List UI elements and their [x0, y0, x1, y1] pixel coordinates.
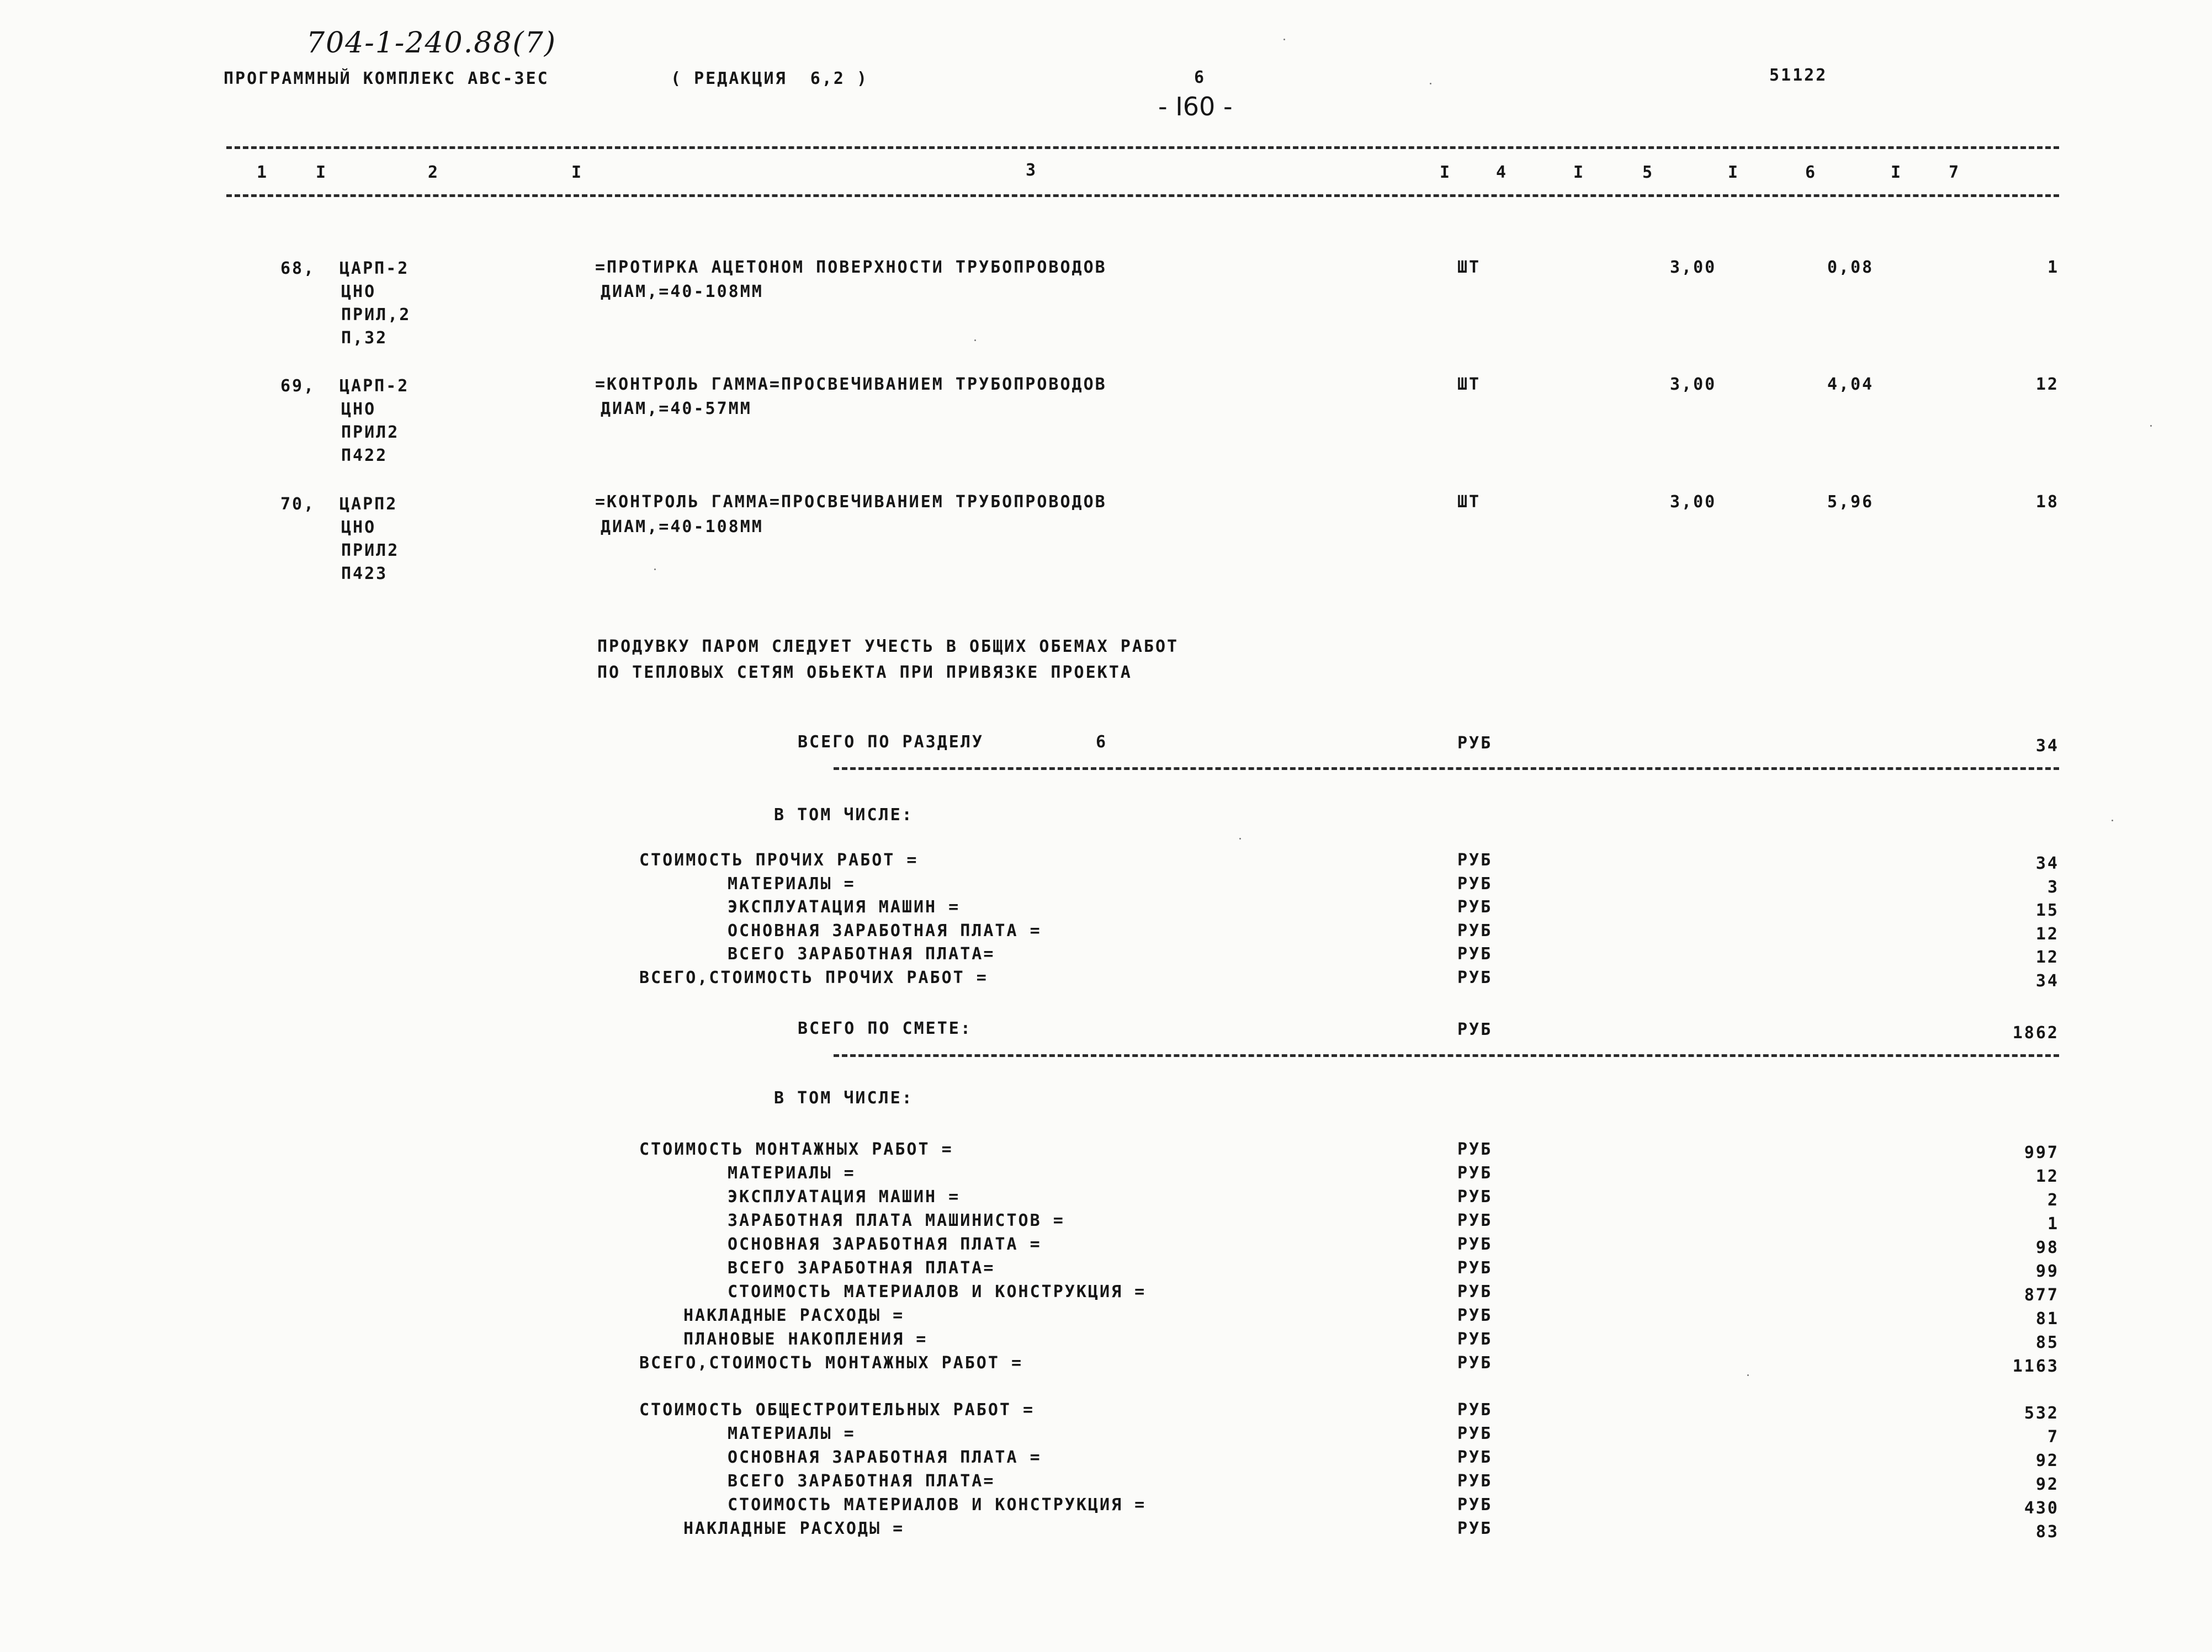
breakdown-item-value: 15 — [2035, 901, 2059, 920]
column-separator: I — [1440, 163, 1452, 182]
column-5-header: 5 — [1642, 163, 1654, 182]
column-3-header: 3 — [1026, 161, 1038, 180]
table-row-code: ЦНО — [341, 400, 376, 419]
breakdown-item-value: 2 — [2047, 1191, 2059, 1210]
column-1-header: 1 — [257, 163, 269, 182]
column-7-header: 7 — [1949, 163, 1961, 182]
breakdown-item-unit: РУБ — [1457, 1258, 1493, 1278]
table-row-total: 1 — [2047, 258, 2059, 277]
estimate-total-unit: РУБ — [1457, 1020, 1493, 1039]
breakdown-item-label: СТОИМОСТЬ ОБЩЕСТРОИТЕЛЬНЫХ РАБОТ = — [639, 1400, 1035, 1420]
breakdown-item-label: ЭКСПЛУАТАЦИЯ МАШИН = — [728, 1187, 961, 1207]
breakdown-item-unit: РУБ — [1457, 851, 1493, 870]
table-row-unit: ШТ — [1457, 375, 1481, 394]
table-row-code: ЦАРП-2 — [340, 376, 410, 396]
breakdown-item-unit: РУБ — [1457, 1424, 1493, 1443]
table-row-description: =ПРОТИРКА АЦЕТОНОМ ПОВЕРХНОСТИ ТРУБОПРОВОДОВ — [595, 258, 1107, 277]
breakdown-item-label: СТОИМОСТЬ МАТЕРИАЛОВ И КОНСТРУКЦИЯ = — [728, 1282, 1147, 1302]
table-row-number: 69, — [280, 376, 316, 396]
table-row-code: ПРИЛ2 — [341, 541, 400, 560]
scan-speck — [974, 339, 976, 341]
breakdown-item-label: ОСНОВНАЯ ЗАРАБОТНАЯ ПЛАТА = — [728, 1235, 1042, 1254]
table-row-unit: ШТ — [1457, 492, 1481, 512]
breakdown-item-unit: РУБ — [1457, 1495, 1493, 1515]
breakdown-item-label: ВСЕГО ЗАРАБОТНАЯ ПЛАТА= — [728, 1472, 995, 1491]
breakdown-item-label: НАКЛАДНЫЕ РАСХОДЫ = — [683, 1306, 905, 1325]
section-total-label: ВСЕГО ПО РАЗДЕЛУ — [798, 732, 984, 752]
column-separator: I — [1891, 163, 1903, 182]
breakdown-item-unit: РУБ — [1457, 1211, 1493, 1230]
breakdown-item-label: ВСЕГО,СТОИМОСТЬ МОНТАЖНЫХ РАБОТ = — [639, 1353, 1023, 1373]
breakdown-item-unit: РУБ — [1457, 1187, 1493, 1207]
breakdown-item-value: 532 — [2024, 1404, 2059, 1423]
breakdown-item-label: ВСЕГО ЗАРАБОТНАЯ ПЛАТА= — [728, 944, 995, 964]
table-row-description: ДИАМ,=40-108ММ — [601, 517, 763, 536]
note-line: ПО ТЕПЛОВЫХ СЕТЯМ ОБЬЕКТА ПРИ ПРИВЯЗКЕ ПРОЕКТА — [597, 663, 1132, 682]
table-row-code: ЦНО — [341, 518, 376, 537]
column-separator: I — [1728, 163, 1740, 182]
breakdown-item-value: 1163 — [2012, 1357, 2059, 1376]
column-6-header: 6 — [1805, 163, 1817, 182]
estimate-total-label: ВСЕГО ПО СМЕТЕ: — [798, 1019, 972, 1038]
breakdown-item-value: 12 — [2035, 1167, 2059, 1186]
column-separator: I — [1573, 163, 1585, 182]
breakdown-item-label: ОСНОВНАЯ ЗАРАБОТНАЯ ПЛАТА = — [728, 921, 1042, 941]
breakdown-item-unit: РУБ — [1457, 1140, 1493, 1159]
breakdown-item-value: 3 — [2047, 877, 2059, 897]
scan-speck — [1239, 838, 1241, 840]
breakdown-item-value: 34 — [2035, 971, 2059, 991]
table-row-price: 5,96 — [1827, 492, 1874, 512]
table-row-code: ЦНО — [341, 282, 376, 301]
breakdown-item-value: 997 — [2024, 1143, 2059, 1162]
breakdown-item-value: 99 — [2035, 1262, 2059, 1281]
program-title: ПРОГРАММНЫЙ КОМПЛЕКС АВС-3ЕС — [224, 69, 549, 88]
breakdown-item-label: ЭКСПЛУАТАЦИЯ МАШИН = — [728, 897, 961, 917]
breakdown-item-unit: РУБ — [1457, 1448, 1493, 1467]
section-total-rule — [834, 767, 2059, 770]
breakdown-item-unit: РУБ — [1457, 1330, 1493, 1349]
header-rule-top — [226, 146, 2059, 149]
breakdown-item-value: 12 — [2035, 948, 2059, 967]
scan-speck — [2150, 425, 2152, 427]
table-row-description: =КОНТРОЛЬ ГАММА=ПРОСВЕЧИВАНИЕМ ТРУБОПРОВОДОВ — [595, 375, 1107, 394]
breakdown-heading: В ТОМ ЧИСЛЕ: — [774, 1088, 914, 1108]
program-edition: ( РЕДАКЦИЯ 6,2 ) — [671, 69, 869, 88]
breakdown-item-label: СТОИМОСТЬ ПРОЧИХ РАБОТ = — [639, 851, 919, 870]
scan-speck — [1747, 1374, 1749, 1376]
breakdown-item-label: НАКЛАДНЫЕ РАСХОДЫ = — [683, 1519, 905, 1538]
breakdown-item-unit: РУБ — [1457, 1235, 1493, 1254]
breakdown-item-label: МАТЕРИАЛЫ = — [728, 874, 856, 894]
table-row-price: 4,04 — [1827, 375, 1874, 394]
breakdown-item-unit: РУБ — [1457, 874, 1493, 894]
column-separator: I — [571, 163, 583, 182]
table-row-description: ДИАМ,=40-57ММ — [601, 399, 752, 418]
table-row-number: 68, — [280, 259, 316, 278]
table-row-quantity: 3,00 — [1670, 258, 1717, 277]
table-row-code: П423 — [341, 564, 388, 583]
breakdown-item-label: ПЛАНОВЫЕ НАКОПЛЕНИЯ = — [683, 1330, 928, 1349]
table-row-price: 0,08 — [1827, 258, 1874, 277]
breakdown-item-value: 83 — [2035, 1522, 2059, 1542]
breakdown-item-value: 92 — [2035, 1475, 2059, 1494]
breakdown-item-value: 7 — [2047, 1427, 2059, 1447]
breakdown-item-unit: РУБ — [1457, 968, 1493, 987]
breakdown-item-unit: РУБ — [1457, 921, 1493, 941]
column-2-header: 2 — [428, 163, 440, 182]
header-rule-bottom — [226, 194, 2059, 197]
breakdown-item-unit: РУБ — [1457, 1400, 1493, 1420]
breakdown-item-unit: РУБ — [1457, 944, 1493, 964]
breakdown-item-value: 92 — [2035, 1451, 2059, 1470]
table-row-code: ПРИЛ,2 — [341, 305, 411, 325]
breakdown-item-value: 98 — [2035, 1238, 2059, 1257]
table-row-number: 70, — [280, 495, 316, 514]
table-row-code: ЦАРП2 — [340, 495, 398, 514]
estimate-total-value: 1862 — [2012, 1023, 2059, 1043]
column-separator: I — [316, 163, 328, 182]
scan-speck — [1430, 83, 1431, 84]
scan-speck — [1283, 39, 1285, 40]
breakdown-item-label: ЗАРАБОТНАЯ ПЛАТА МАШИНИСТОВ = — [728, 1211, 1065, 1230]
table-row-code: ПРИЛ2 — [341, 423, 400, 442]
table-row-description: ДИАМ,=40-108ММ — [601, 282, 763, 301]
document-code: 51122 — [1769, 66, 1828, 85]
scan-speck — [2112, 820, 2113, 821]
section-mark: 6 — [1194, 68, 1206, 87]
table-row-total: 18 — [2035, 492, 2059, 512]
breakdown-item-unit: РУБ — [1457, 1472, 1493, 1491]
table-row-code: П422 — [341, 446, 388, 465]
table-row-code: ЦАРП-2 — [340, 259, 410, 278]
breakdown-item-label: ВСЕГО ЗАРАБОТНАЯ ПЛАТА= — [728, 1258, 995, 1278]
breakdown-item-unit: РУБ — [1457, 1519, 1493, 1538]
breakdown-item-label: МАТЕРИАЛЫ = — [728, 1164, 856, 1183]
breakdown-item-unit: РУБ — [1457, 1353, 1493, 1373]
breakdown-item-value: 34 — [2035, 854, 2059, 873]
estimate-total-rule — [834, 1054, 2059, 1057]
table-row-total: 12 — [2035, 375, 2059, 394]
table-row-quantity: 3,00 — [1670, 492, 1717, 512]
breakdown-item-value: 430 — [2024, 1499, 2059, 1518]
section-total-number: 6 — [1096, 732, 1108, 752]
table-row-quantity: 3,00 — [1670, 375, 1717, 394]
breakdown-item-unit: РУБ — [1457, 1164, 1493, 1183]
page-number: - I60 - — [1158, 92, 1233, 121]
breakdown-item-label: СТОИМОСТЬ МОНТАЖНЫХ РАБОТ = — [639, 1140, 953, 1159]
breakdown-item-label: ВСЕГО,СТОИМОСТЬ ПРОЧИХ РАБОТ = — [639, 968, 988, 987]
section-total-unit: РУБ — [1457, 734, 1493, 753]
section-total-value: 34 — [2035, 736, 2059, 756]
handwritten-document-code: 704-1-240.88(7) — [306, 26, 557, 60]
breakdown-item-unit: РУБ — [1457, 897, 1493, 917]
table-row-description: =КОНТРОЛЬ ГАММА=ПРОСВЕЧИВАНИЕМ ТРУБОПРОВОДОВ — [595, 492, 1107, 512]
breakdown-item-label: СТОИМОСТЬ МАТЕРИАЛОВ И КОНСТРУКЦИЯ = — [728, 1495, 1147, 1515]
breakdown-item-value: 12 — [2035, 924, 2059, 944]
table-row-code: П,32 — [341, 328, 388, 348]
breakdown-item-value: 1 — [2047, 1214, 2059, 1234]
breakdown-item-value: 81 — [2035, 1309, 2059, 1329]
note-line: ПРОДУВКУ ПАРОМ СЛЕДУЕТ УЧЕСТЬ В ОБЩИХ ОБЕМАХ РАБОТ — [597, 637, 1179, 656]
scan-speck — [654, 569, 656, 570]
breakdown-item-unit: РУБ — [1457, 1306, 1493, 1325]
table-row-unit: ШТ — [1457, 258, 1481, 277]
breakdown-item-value: 877 — [2024, 1286, 2059, 1305]
breakdown-item-label: ОСНОВНАЯ ЗАРАБОТНАЯ ПЛАТА = — [728, 1448, 1042, 1467]
breakdown-item-unit: РУБ — [1457, 1282, 1493, 1302]
column-4-header: 4 — [1496, 163, 1508, 182]
breakdown-item-label: МАТЕРИАЛЫ = — [728, 1424, 856, 1443]
breakdown-heading: В ТОМ ЧИСЛЕ: — [774, 805, 914, 825]
breakdown-item-value: 85 — [2035, 1333, 2059, 1352]
